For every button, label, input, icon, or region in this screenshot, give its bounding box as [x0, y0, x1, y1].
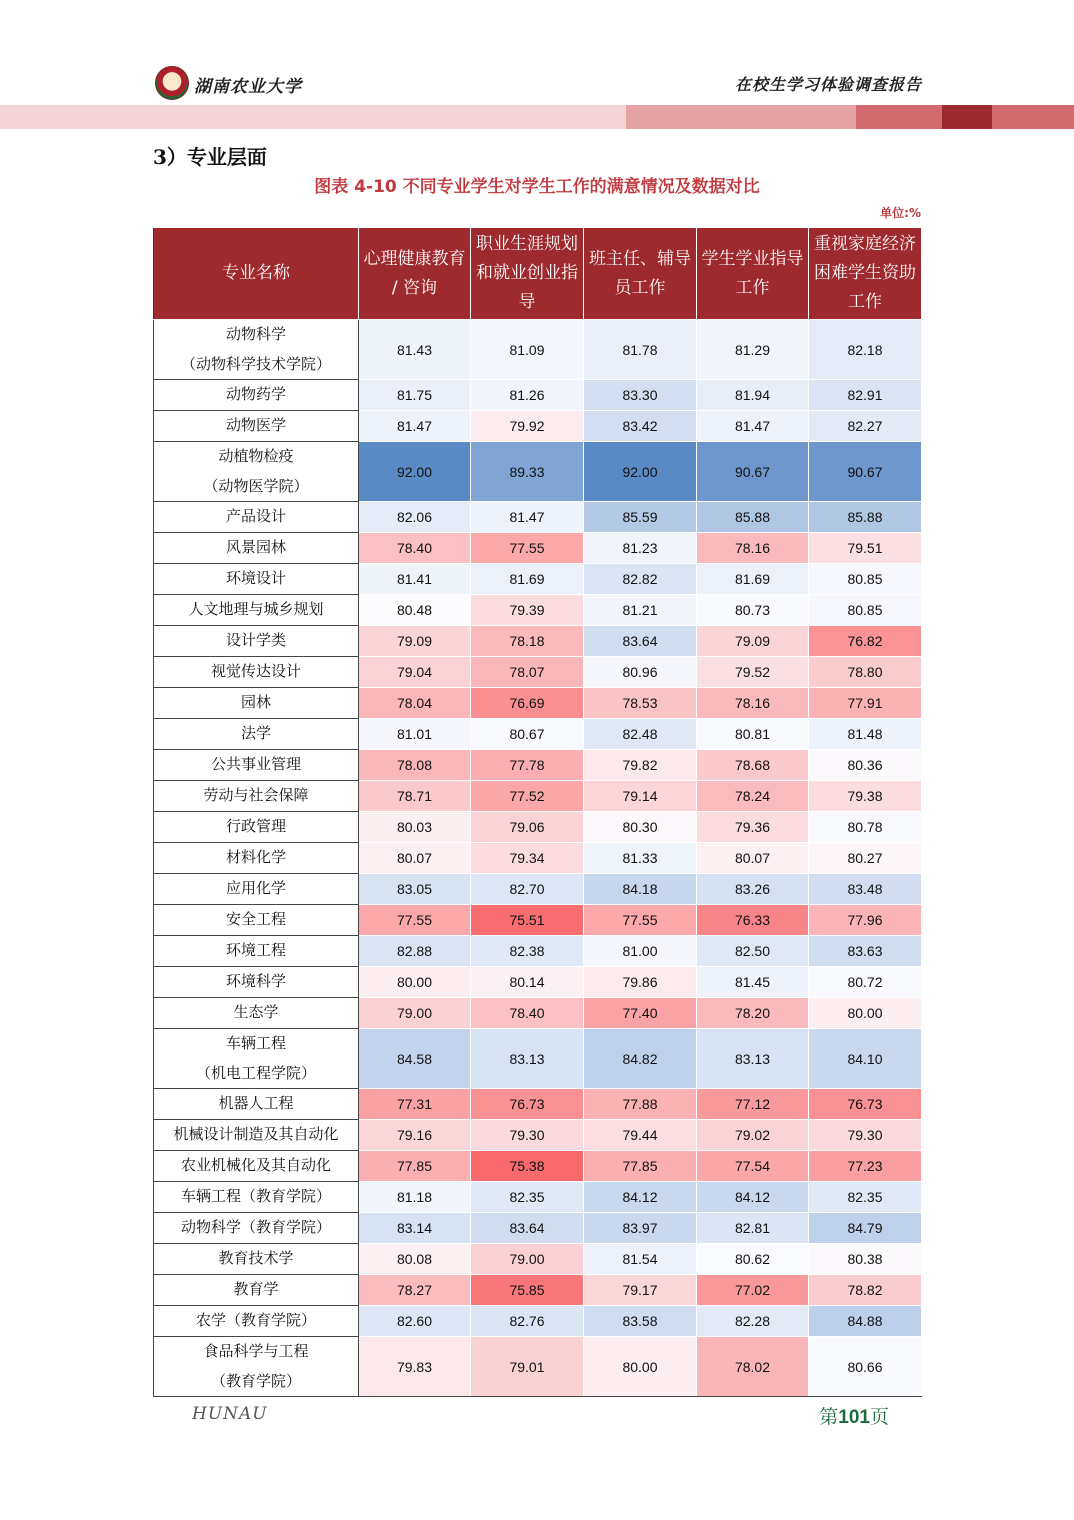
score-cell: 83.97	[584, 1213, 697, 1244]
score-cell: 82.88	[359, 936, 471, 967]
score-cell: 80.03	[359, 812, 471, 843]
score-cell: 77.96	[809, 905, 922, 936]
page-number-value: 101	[838, 1407, 870, 1428]
major-name-line: 安全工程	[225, 910, 286, 929]
score-cell: 76.73	[809, 1089, 922, 1120]
score-cell: 80.67	[471, 719, 584, 750]
page-suffix: 页	[869, 1406, 889, 1428]
major-name-cell	[154, 442, 359, 502]
score-cell: 79.82	[584, 750, 697, 781]
major-name-line: 车辆工程	[225, 1034, 286, 1052]
table-row	[154, 564, 922, 595]
major-name-line: （动物医学院）	[203, 476, 309, 495]
score-cell: 79.17	[584, 1275, 697, 1306]
score-cell: 80.30	[584, 812, 697, 843]
table-row	[154, 380, 922, 411]
score-cell: 81.48	[809, 719, 922, 750]
score-cell: 79.38	[809, 781, 922, 812]
score-cell: 79.39	[471, 595, 584, 626]
column-header: 重视家庭经济困难学生资助工作	[809, 228, 922, 320]
major-name-line: 动物药学	[225, 385, 286, 404]
score-cell: 83.13	[697, 1029, 809, 1089]
major-name-line: 园林	[240, 693, 271, 712]
score-cell: 81.00	[584, 936, 697, 967]
major-name-cell	[154, 1244, 359, 1275]
score-cell: 83.13	[471, 1029, 584, 1089]
major-name-line: 动物科学	[225, 325, 286, 343]
score-cell: 84.79	[809, 1213, 922, 1244]
major-name-cell	[154, 1306, 359, 1337]
unit-label: 单位:%	[880, 206, 921, 220]
major-name-line: （动物科学技术学院）	[180, 354, 331, 373]
score-cell: 79.51	[809, 533, 922, 564]
major-name-line: 公共事业管理	[210, 755, 301, 774]
score-cell: 79.44	[584, 1120, 697, 1151]
score-cell: 80.00	[584, 1337, 697, 1397]
major-name-cell	[154, 1182, 359, 1213]
score-cell: 81.78	[584, 320, 697, 380]
major-name-cell	[154, 1089, 359, 1120]
major-name-cell	[154, 843, 359, 874]
score-cell: 80.08	[359, 1244, 471, 1275]
major-name-cell	[154, 750, 359, 781]
major-name-cell	[154, 719, 359, 750]
header-band	[856, 105, 942, 129]
table-row	[154, 1275, 922, 1306]
score-cell: 80.38	[809, 1244, 922, 1275]
major-name-cell	[154, 1337, 359, 1397]
score-cell: 79.52	[697, 657, 809, 688]
major-name-line: 食品科学与工程	[203, 1342, 309, 1360]
table-row	[154, 1029, 922, 1089]
score-cell: 90.67	[697, 442, 809, 502]
score-cell: 78.27	[359, 1275, 471, 1306]
score-cell: 84.58	[359, 1029, 471, 1089]
score-cell: 90.67	[809, 442, 922, 502]
score-cell: 79.02	[697, 1120, 809, 1151]
major-name-line: 生态学	[233, 1003, 279, 1022]
table-row	[154, 967, 922, 998]
column-header: 心理健康教育 / 咨询	[359, 228, 471, 320]
table-row	[154, 936, 922, 967]
score-cell: 84.10	[809, 1029, 922, 1089]
major-name-cell	[154, 936, 359, 967]
score-cell: 78.02	[697, 1337, 809, 1397]
column-header: 班主任、辅导员工作	[584, 228, 697, 320]
score-cell: 75.85	[471, 1275, 584, 1306]
score-cell: 76.33	[697, 905, 809, 936]
major-name-cell	[154, 905, 359, 936]
score-cell: 78.24	[697, 781, 809, 812]
score-cell: 79.34	[471, 843, 584, 874]
satisfaction-table	[153, 227, 922, 1397]
column-header: 职业生涯规划和就业创业指导	[471, 228, 584, 320]
major-name-line: 动物医学	[225, 416, 286, 435]
score-cell: 84.18	[584, 874, 697, 905]
score-cell: 83.14	[359, 1213, 471, 1244]
university-name: 湖南农业大学	[194, 77, 302, 97]
table-row	[154, 1151, 922, 1182]
score-cell: 82.82	[584, 564, 697, 595]
major-name-line: 设计学类	[225, 631, 286, 650]
score-cell: 81.09	[471, 320, 584, 380]
major-name-line: 机器人工程	[218, 1094, 294, 1113]
header-band	[992, 105, 1074, 129]
page-number	[819, 1402, 889, 1429]
score-cell: 82.81	[697, 1213, 809, 1244]
score-cell: 77.12	[697, 1089, 809, 1120]
major-name-line: 机械设计制造及其自动化	[173, 1125, 339, 1144]
major-name-cell	[154, 1120, 359, 1151]
score-cell: 78.04	[359, 688, 471, 719]
major-name-line: 车辆工程（教育学院）	[180, 1187, 331, 1206]
major-name-cell	[154, 874, 359, 905]
table-row	[154, 750, 922, 781]
table-row	[154, 905, 922, 936]
score-cell: 84.88	[809, 1306, 922, 1337]
page-prefix: 第	[819, 1406, 839, 1428]
major-name-cell	[154, 967, 359, 998]
score-cell: 77.23	[809, 1151, 922, 1182]
score-cell: 83.64	[471, 1213, 584, 1244]
score-cell: 82.28	[697, 1306, 809, 1337]
score-cell: 77.52	[471, 781, 584, 812]
table-row	[154, 688, 922, 719]
score-cell: 79.04	[359, 657, 471, 688]
header-band	[942, 105, 992, 129]
score-cell: 79.14	[584, 781, 697, 812]
score-cell: 77.78	[471, 750, 584, 781]
major-name-cell	[154, 998, 359, 1029]
score-cell: 83.63	[809, 936, 922, 967]
score-cell: 79.00	[471, 1244, 584, 1275]
score-cell: 81.45	[697, 967, 809, 998]
footer-logo: HUNAU	[192, 1404, 268, 1424]
major-name-line: （机电工程学院）	[195, 1063, 316, 1082]
score-cell: 77.88	[584, 1089, 697, 1120]
score-cell: 80.07	[697, 843, 809, 874]
score-cell: 84.12	[584, 1182, 697, 1213]
score-cell: 80.85	[809, 564, 922, 595]
major-name-cell	[154, 380, 359, 411]
major-name-line: 教育技术学	[218, 1249, 294, 1268]
score-cell: 77.55	[471, 533, 584, 564]
table-row	[154, 320, 922, 380]
table-row	[154, 1089, 922, 1120]
score-cell: 78.71	[359, 781, 471, 812]
major-name-cell	[154, 812, 359, 843]
major-name-line: 人文地理与城乡规划	[188, 600, 324, 619]
column-header: 专业名称	[154, 228, 359, 320]
score-cell: 81.94	[697, 380, 809, 411]
table-row	[154, 874, 922, 905]
score-cell: 80.96	[584, 657, 697, 688]
score-cell: 92.00	[584, 442, 697, 502]
score-cell: 83.30	[584, 380, 697, 411]
major-name-line: 教育学	[233, 1280, 279, 1299]
score-cell: 83.26	[697, 874, 809, 905]
score-cell: 79.09	[697, 626, 809, 657]
major-name-line: 农学（教育学院）	[195, 1311, 316, 1330]
score-cell: 77.40	[584, 998, 697, 1029]
score-cell: 82.38	[471, 936, 584, 967]
table-row	[154, 719, 922, 750]
score-cell: 82.91	[809, 380, 922, 411]
major-name-cell	[154, 411, 359, 442]
score-cell: 80.00	[809, 998, 922, 1029]
major-name-line: 农业机械化及其自动化	[180, 1156, 331, 1175]
score-cell: 78.68	[697, 750, 809, 781]
score-cell: 81.26	[471, 380, 584, 411]
header-band	[626, 105, 856, 129]
table-row	[154, 411, 922, 442]
score-cell: 82.18	[809, 320, 922, 380]
score-cell: 79.01	[471, 1337, 584, 1397]
score-cell: 79.09	[359, 626, 471, 657]
score-cell: 80.27	[809, 843, 922, 874]
score-cell: 83.58	[584, 1306, 697, 1337]
score-cell: 79.16	[359, 1120, 471, 1151]
score-cell: 80.81	[697, 719, 809, 750]
major-name-line: 应用化学	[225, 879, 286, 898]
table-caption: 图表 4-10 不同专业学生对学生工作的满意情况及数据对比	[314, 177, 760, 197]
score-cell: 80.14	[471, 967, 584, 998]
major-name-line: 视觉传达设计	[210, 662, 301, 681]
score-cell: 78.18	[471, 626, 584, 657]
score-cell: 77.85	[584, 1151, 697, 1182]
major-name-line: 动植物检疫	[218, 447, 294, 465]
major-name-line: 动物科学（教育学院）	[180, 1218, 331, 1237]
score-cell: 83.05	[359, 874, 471, 905]
major-name-cell	[154, 1275, 359, 1306]
score-cell: 79.36	[697, 812, 809, 843]
score-cell: 79.86	[584, 967, 697, 998]
score-cell: 78.16	[697, 533, 809, 564]
header-band	[0, 105, 626, 129]
score-cell: 82.06	[359, 502, 471, 533]
score-cell: 85.88	[809, 502, 922, 533]
major-name-line: 法学	[240, 724, 271, 743]
score-cell: 77.02	[697, 1275, 809, 1306]
table-row	[154, 1244, 922, 1275]
table-row	[154, 1182, 922, 1213]
score-cell: 82.35	[471, 1182, 584, 1213]
score-cell: 81.01	[359, 719, 471, 750]
table-row	[154, 595, 922, 626]
major-name-cell	[154, 1151, 359, 1182]
score-cell: 81.75	[359, 380, 471, 411]
score-cell: 81.29	[697, 320, 809, 380]
score-cell: 78.40	[359, 533, 471, 564]
major-name-cell	[154, 595, 359, 626]
score-cell: 92.00	[359, 442, 471, 502]
score-cell: 76.69	[471, 688, 584, 719]
score-cell: 78.82	[809, 1275, 922, 1306]
table-row	[154, 626, 922, 657]
score-cell: 75.38	[471, 1151, 584, 1182]
score-cell: 81.69	[471, 564, 584, 595]
score-cell: 81.18	[359, 1182, 471, 1213]
score-cell: 81.47	[471, 502, 584, 533]
score-cell: 77.55	[584, 905, 697, 936]
score-cell: 82.76	[471, 1306, 584, 1337]
major-name-line: 环境设计	[225, 569, 286, 588]
score-cell: 82.27	[809, 411, 922, 442]
score-cell: 79.92	[471, 411, 584, 442]
table-row	[154, 1306, 922, 1337]
score-cell: 81.47	[697, 411, 809, 442]
score-cell: 77.31	[359, 1089, 471, 1120]
score-cell: 80.85	[809, 595, 922, 626]
score-cell: 77.91	[809, 688, 922, 719]
major-name-line: 风景园林	[225, 538, 286, 557]
table-row	[154, 533, 922, 564]
table-row	[154, 502, 922, 533]
score-cell: 79.00	[359, 998, 471, 1029]
score-cell: 78.40	[471, 998, 584, 1029]
score-cell: 80.48	[359, 595, 471, 626]
score-cell: 85.59	[584, 502, 697, 533]
table-row	[154, 1120, 922, 1151]
score-cell: 80.62	[697, 1244, 809, 1275]
score-cell: 77.85	[359, 1151, 471, 1182]
score-cell: 78.80	[809, 657, 922, 688]
score-cell: 79.30	[809, 1120, 922, 1151]
table-row	[154, 781, 922, 812]
score-cell: 82.60	[359, 1306, 471, 1337]
score-cell: 81.69	[697, 564, 809, 595]
table-row	[154, 1337, 922, 1397]
table-row	[154, 998, 922, 1029]
page-header	[0, 0, 1074, 130]
score-cell: 78.16	[697, 688, 809, 719]
score-cell: 84.82	[584, 1029, 697, 1089]
university-seal-icon	[155, 66, 189, 100]
score-cell: 75.51	[471, 905, 584, 936]
score-cell: 82.48	[584, 719, 697, 750]
score-cell: 81.43	[359, 320, 471, 380]
score-cell: 81.21	[584, 595, 697, 626]
table-row	[154, 442, 922, 502]
score-cell: 76.82	[809, 626, 922, 657]
score-cell: 80.66	[809, 1337, 922, 1397]
score-cell: 80.36	[809, 750, 922, 781]
score-cell: 81.54	[584, 1244, 697, 1275]
report-title: 在校生学习体验调查报告	[734, 75, 922, 94]
score-cell: 78.53	[584, 688, 697, 719]
column-header: 学生学业指导工作	[697, 228, 809, 320]
table-header-row	[154, 228, 922, 320]
score-cell: 78.08	[359, 750, 471, 781]
score-cell: 84.12	[697, 1182, 809, 1213]
score-cell: 76.73	[471, 1089, 584, 1120]
major-name-cell	[154, 781, 359, 812]
score-cell: 81.23	[584, 533, 697, 564]
major-name-line: 环境科学	[225, 972, 286, 991]
major-name-cell	[154, 533, 359, 564]
score-cell: 77.54	[697, 1151, 809, 1182]
major-name-cell	[154, 657, 359, 688]
major-name-cell	[154, 626, 359, 657]
score-cell: 82.50	[697, 936, 809, 967]
section-title: 3）专业层面	[153, 145, 267, 169]
score-cell: 82.70	[471, 874, 584, 905]
major-name-line: 行政管理	[225, 817, 286, 836]
major-name-cell	[154, 1213, 359, 1244]
score-cell: 80.73	[697, 595, 809, 626]
score-cell: 78.07	[471, 657, 584, 688]
score-cell: 82.35	[809, 1182, 922, 1213]
score-cell: 79.83	[359, 1337, 471, 1397]
score-cell: 78.20	[697, 998, 809, 1029]
score-cell: 81.33	[584, 843, 697, 874]
score-cell: 81.47	[359, 411, 471, 442]
major-name-cell	[154, 688, 359, 719]
score-cell: 89.33	[471, 442, 584, 502]
major-name-cell	[154, 320, 359, 380]
major-name-cell	[154, 1029, 359, 1089]
table-body	[154, 320, 922, 1397]
score-cell: 80.78	[809, 812, 922, 843]
score-cell: 81.41	[359, 564, 471, 595]
table-row	[154, 657, 922, 688]
score-cell: 79.06	[471, 812, 584, 843]
major-name-line: 产品设计	[225, 507, 286, 526]
major-name-cell	[154, 564, 359, 595]
major-name-line: 劳动与社会保障	[203, 786, 309, 805]
major-name-line: （教育学院）	[210, 1371, 301, 1390]
table-row	[154, 1213, 922, 1244]
score-cell: 83.48	[809, 874, 922, 905]
score-cell: 77.55	[359, 905, 471, 936]
score-cell: 80.00	[359, 967, 471, 998]
score-cell: 83.42	[584, 411, 697, 442]
score-cell: 83.64	[584, 626, 697, 657]
score-cell: 80.07	[359, 843, 471, 874]
major-name-line: 材料化学	[225, 848, 286, 867]
major-name-cell	[154, 502, 359, 533]
score-cell: 85.88	[697, 502, 809, 533]
score-cell: 80.72	[809, 967, 922, 998]
table-row	[154, 843, 922, 874]
table-row	[154, 812, 922, 843]
major-name-line: 环境工程	[225, 941, 286, 960]
score-cell: 79.30	[471, 1120, 584, 1151]
